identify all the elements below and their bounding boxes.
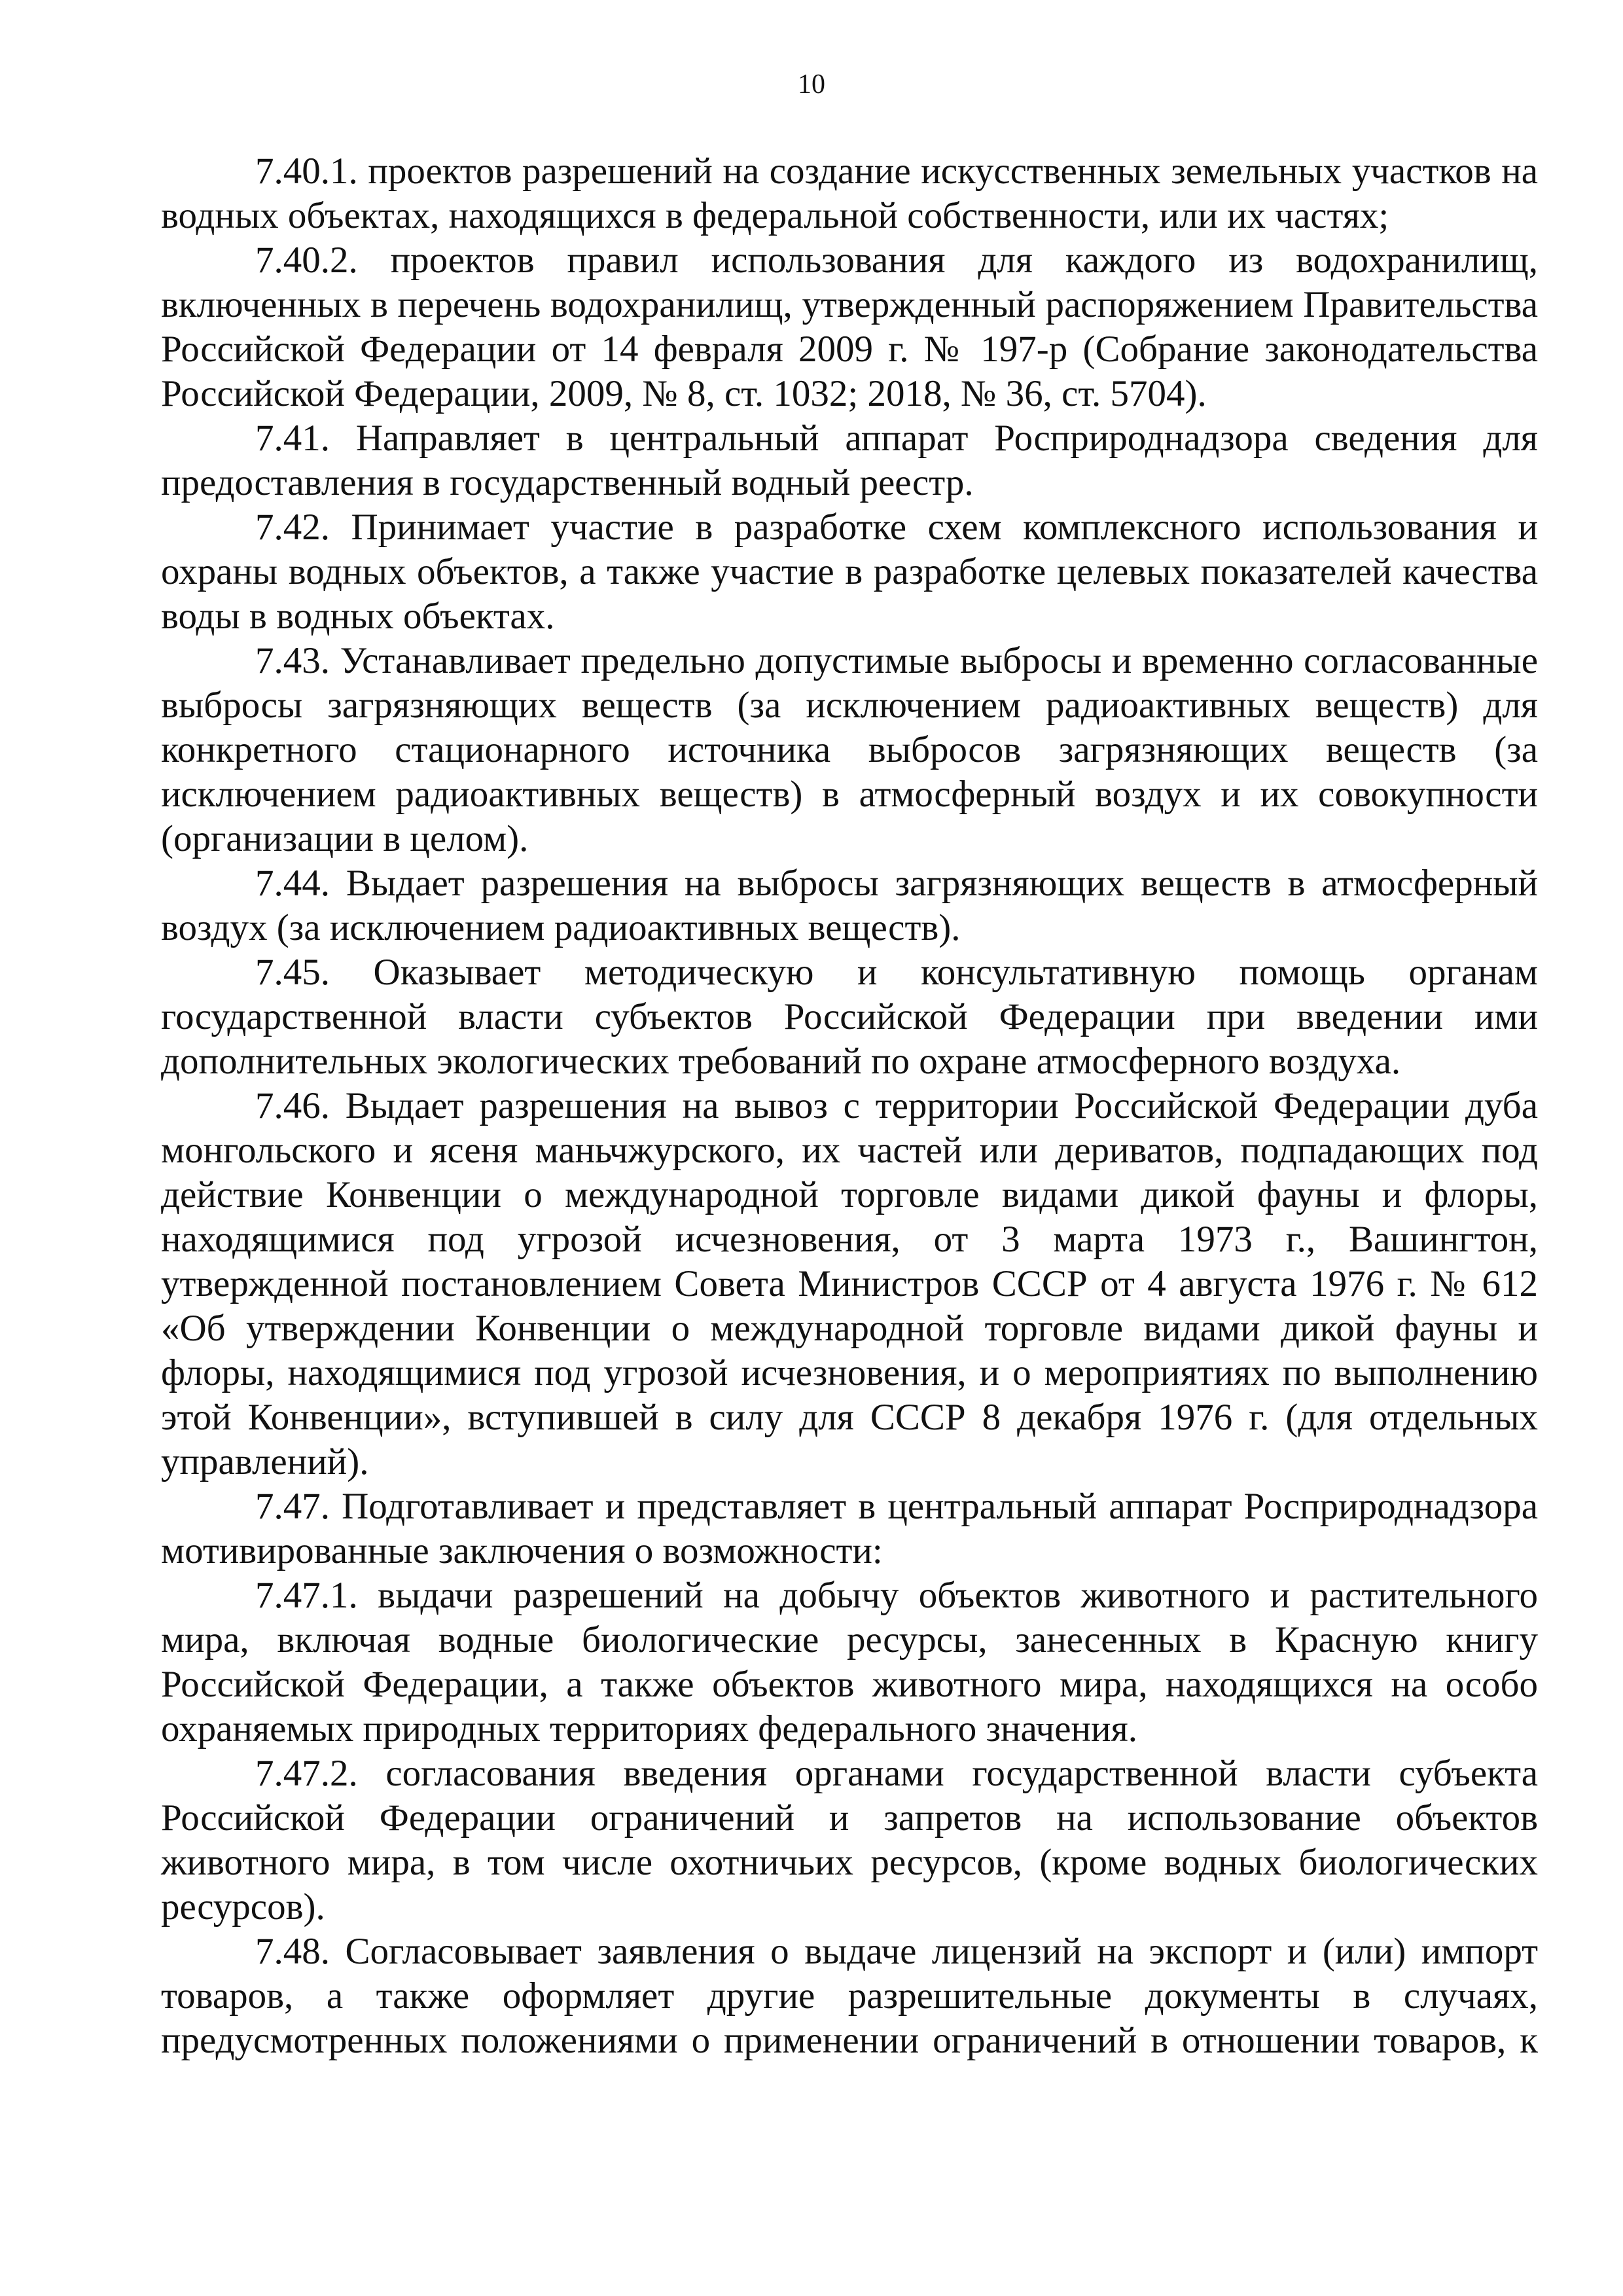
paragraph-text: Выдает разрешения на выбросы загрязняющих веществ в атмосферный воздух (за исключением радиоактивных веществ).	[161, 863, 1539, 948]
paragraph-number: 7.47.	[255, 1486, 330, 1527]
paragraph-number: 7.46.	[255, 1085, 330, 1126]
paragraph-7-40-2	[161, 238, 1538, 416]
paragraph-text: Принимает участие в разработке схем комплексного использования и охраны водных объектов, а также участие в разработке целевых показателей качества воды в водных объектах.	[161, 507, 1538, 637]
paragraph-7-45	[161, 950, 1538, 1084]
paragraph-7-46	[161, 1084, 1538, 1484]
paragraph-number: 7.42.	[255, 507, 330, 548]
paragraph-7-48	[161, 1929, 1538, 2063]
paragraph-text: проектов разрешений на создание искусственных земельных участков на водных объектах, находящихся в федеральной собственности, или их частях;	[161, 151, 1538, 236]
paragraph-text: Подготавливает и представляет в центральный аппарат Росприроднадзора мотивированные заключения о возможности:	[161, 1486, 1538, 1571]
paragraph-text: Оказывает методическую и консультативную помощь органам государственной власти субъектов Российской Федерации при введении ими дополнительных экологических требований по охране атмосферного воздуха.	[161, 952, 1538, 1082]
paragraph-text: проектов правил использования для каждого из водохранилищ, включенных в перечень водохранилищ, утвержденный распоряжением Правительства Российской Федерации от 14 февраля 2009 г. № 197-р (Собрание законодательства Российской Федерации, 2009, № 8, ст. 1032; 2018, № 36, ст. 5704).	[161, 240, 1539, 414]
paragraph-number: 7.40.1.	[255, 151, 358, 192]
paragraph-7-41	[161, 416, 1538, 505]
paragraph-7-42	[161, 505, 1538, 639]
paragraph-number: 7.47.1.	[255, 1575, 358, 1616]
paragraph-7-47-2	[161, 1751, 1538, 1929]
page-number: 10	[798, 69, 825, 99]
paragraph-number: 7.40.2.	[255, 240, 358, 281]
paragraph-number: 7.41.	[255, 418, 330, 459]
paragraph-number: 7.43.	[255, 640, 330, 681]
paragraph-7-43	[161, 639, 1538, 861]
paragraph-7-44	[161, 861, 1538, 950]
paragraph-text: Устанавливает предельно допустимые выбросы и временно согласованные выбросы загрязняющих веществ (за исключением радиоактивных веществ) для конкретного стационарного источника выбросов загрязняющих веществ (за исключением радиоактивных веществ) в атмосферный воздух и их совокупности (организации в целом).	[161, 640, 1538, 859]
paragraph-7-47	[161, 1484, 1538, 1573]
paragraph-number: 7.48.	[255, 1931, 330, 1972]
paragraph-text: Согласовывает заявления о выдаче лицензий на экспорт и (или) импорт товаров, а также оформляет другие разрешительные документы в случаях, предусмотренных положениями о применении ограничений в отношении товаров, к	[161, 1931, 1538, 2061]
paragraph-number: 7.47.2.	[255, 1753, 358, 1794]
paragraph-number: 7.44.	[255, 863, 330, 904]
paragraph-text: Направляет в центральный аппарат Росприроднадзора сведения для предоставления в государственный водный реестр.	[161, 418, 1538, 503]
paragraph-text: выдачи разрешений на добычу объектов животного и растительного мира, включая водные биологические ресурсы, занесенных в Красную книгу Российской Федерации, а также объектов животного мира, находящихся на особо охраняемых природных территориях федерального значения.	[161, 1575, 1538, 1749]
paragraph-text: Выдает разрешения на вывоз с территории Российской Федерации дуба монгольского и ясеня маньчжурского, их частей или дериватов, подпадающих под действие Конвенции о международной торговле видами дикой фауны и флоры, находящимися под угрозой исчезновения, от 3 марта 1973 г., Вашингтон, утвержденной постановлением Совета Министров СССР от 4 августа 1976 г. № 612 «Об утверждении Конвенции о международной торговле видами дикой фауны и флоры, находящимися под угрозой исчезновения, и о мероприятиях по выполнению этой Конвенции», вступившей в силу для СССР 8 декабря 1976 г. (для отдельных управлений).	[161, 1085, 1538, 1482]
document-body	[161, 149, 1538, 2063]
paragraph-text: согласования введения органами государственной власти субъекта Российской Федерации ограничений и запретов на использование объектов животного мира, в том числе охотничьих ресурсов, (кроме водных биологических ресурсов).	[161, 1753, 1538, 1928]
paragraph-number: 7.45.	[255, 952, 330, 993]
paragraph-7-40-1	[161, 149, 1538, 238]
paragraph-7-47-1	[161, 1573, 1538, 1751]
